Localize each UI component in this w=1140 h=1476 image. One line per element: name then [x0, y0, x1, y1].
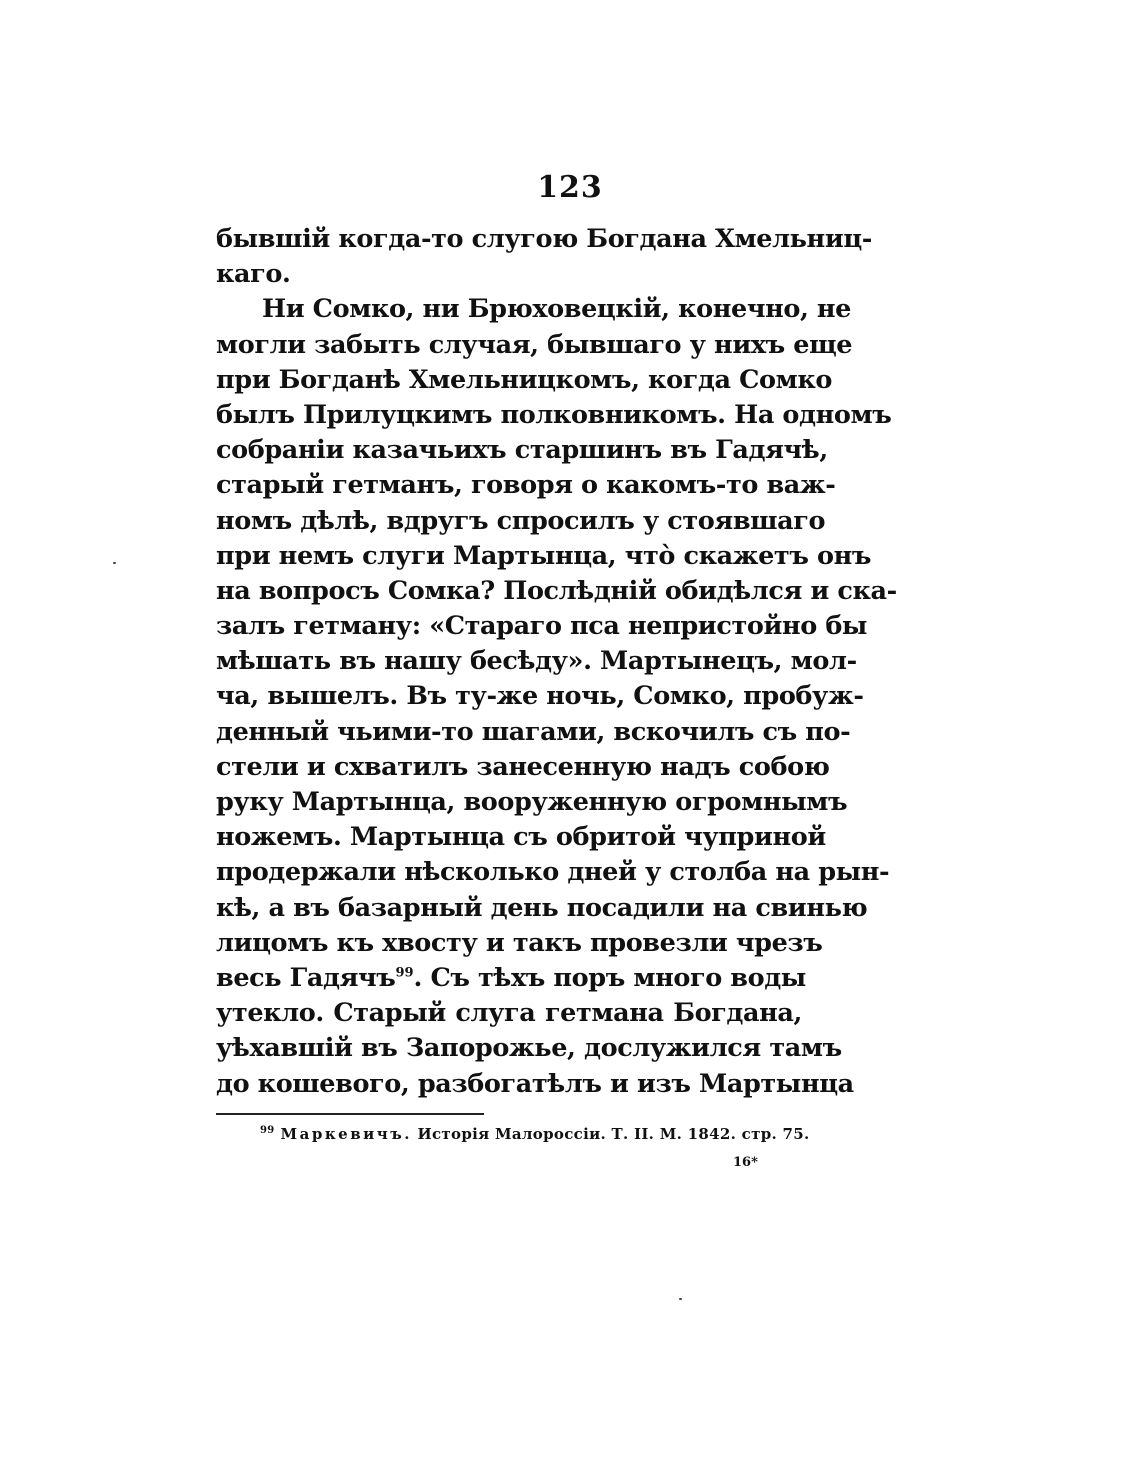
- scan-speck: [679, 1298, 682, 1300]
- text-line: Ни Сомко, ни Брюховецкій, конечно, не: [262, 294, 851, 325]
- footnote-mark: 99: [260, 1125, 275, 1136]
- text-line: кѣ, а въ базарный день посадили на свинью: [216, 892, 868, 923]
- text-line: при немъ слуги Мартынца, что̀ скажетъ онъ: [216, 540, 871, 571]
- text-line: на вопросъ Сомка? Послѣдній обидѣлся и ска-: [216, 575, 897, 606]
- body-text: [216, 222, 897, 1102]
- footnote: [260, 1125, 820, 1143]
- page-number: 123: [537, 170, 603, 205]
- text-line: каго.: [216, 259, 291, 290]
- footnote-divider: [216, 1113, 484, 1115]
- footnote-citation: Исторія Малороссіи. Т. II. М. 1842. стр. 75.: [417, 1125, 810, 1143]
- text-line: былъ Прилуцкимъ полковникомъ. На одномъ: [216, 399, 892, 430]
- printer-signature: 16*: [733, 1155, 758, 1170]
- text-line: руку Мартынца, вооруженную огромнымъ: [216, 787, 848, 817]
- footnote-reference: 99: [395, 965, 414, 981]
- text-line: собраніи казачьихъ старшинъ въ Гадячѣ,: [216, 435, 828, 466]
- text-line: могли забыть случая, бывшаго у нихъ еще: [216, 329, 853, 360]
- text-line: до кошевого, разбогатѣлъ и изъ Мартынца: [216, 1068, 854, 1099]
- text-line: денный чьими-то шагами, вскочилъ съ по-: [216, 716, 851, 747]
- text-line: при Богданѣ Хмельницкомъ, когда Сомко: [216, 364, 832, 395]
- text-line: старый гетманъ, говоря о какомъ-то важ-: [216, 470, 836, 501]
- text-line: ча, вышелъ. Въ ту-же ночь, Сомко, пробуж-: [216, 681, 864, 712]
- text-segment: . Съ тѣхъ поръ много воды: [413, 962, 806, 993]
- text-line: уѣхавшій въ Запорожье, дослужился тамъ: [216, 1033, 842, 1064]
- text-line: ножемъ. Мартынца съ обритой чуприной: [216, 822, 826, 853]
- text-line: продержали нѣсколько дней у столба на рын-: [216, 857, 890, 888]
- text-line: залъ гетману: «Стараго пса непристойно бы: [216, 611, 868, 642]
- text-segment: весь Гадячъ: [216, 962, 396, 993]
- text-line: лицомъ къ хвосту и такъ провезли чрезъ: [216, 927, 823, 958]
- scan-speck: [113, 562, 116, 564]
- text-line: бывшій когда-то слугою Богдана Хмельниц-: [216, 224, 872, 254]
- text-line: утекло. Старый слуга гетмана Богдана,: [216, 998, 802, 1029]
- text-line: мѣшать въ нашу бесѣду». Мартынецъ, мол-: [216, 646, 857, 677]
- text-line: стели и схватилъ занесенную надъ собою: [216, 751, 830, 782]
- text-line: номъ дѣлѣ, вдругъ спросилъ у стоявшаго: [216, 505, 826, 536]
- footnote-author: Маркевичъ.: [280, 1125, 412, 1143]
- text-line-with-footnote: [216, 961, 806, 996]
